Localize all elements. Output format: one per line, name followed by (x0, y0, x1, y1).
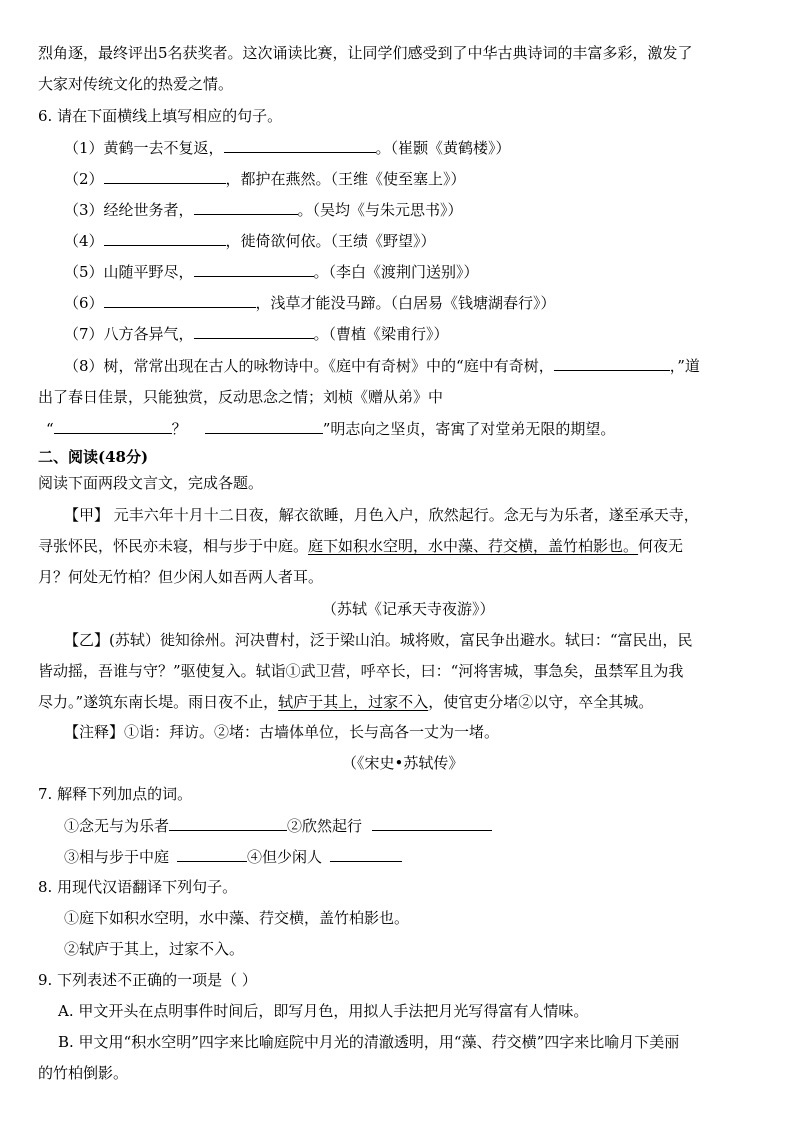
passage-a-line-1: 【甲】 元丰六年十月十二日夜，解衣欲睡，月色入户，欣然起行。念无与为乐者，遂至承天寺， (64, 506, 699, 524)
intro-line-2: 大家对传统文化的热爱之情。 (38, 75, 234, 93)
q6-item-8-line-3-suffix: ”明志向之坚贞，寄寓了对堂弟无限的期望。 (322, 420, 616, 438)
question-7-stem: 7. 解释下列加点的词。 (38, 785, 193, 803)
passage-b-text: ，使官吏分堵②以守，卒全其城。 (428, 693, 654, 711)
q6-item-6-suffix: ，浅草才能没马蹄。（白居易《钱塘湖春行》） (255, 294, 556, 312)
intro-line-1: 烈角逐，最终评出5名获奖者。这次诵读比赛，让同学们感受到了中华古典诗词的丰富多彩，激发了 (38, 44, 693, 62)
passage-a-line-3: 月？何处无竹柏？但少闲人如吾两人者耳。 (38, 568, 324, 586)
open-quote: “ (46, 420, 54, 438)
question-8-stem: 8. 用现代汉语翻译下列句子。 (38, 878, 238, 896)
answer-blank[interactable] (194, 323, 314, 339)
section-2-instruction: 阅读下面两段文言文，完成各题。 (38, 474, 264, 492)
answer-blank[interactable] (205, 418, 323, 434)
q6-item-6-prefix: （6） (64, 294, 104, 312)
q6-item-2 (64, 168, 466, 189)
q6-item-7-suffix: 。（曹植《梁甫行》） (313, 325, 449, 343)
passage-b-text: 尽力。”遂筑东南长堤。雨日夜不止， (38, 693, 279, 711)
q6-item-2-prefix: （2） (64, 170, 104, 188)
underlined-sentence: 庭下如积水空明，水中藻、荇交横，盖竹柏影也。 (308, 537, 639, 555)
q6-item-7-prefix: （7）八方各异气， (64, 325, 194, 343)
q6-item-5-suffix: 。（李白《渡荆门送别》） (313, 263, 479, 281)
q7-item-b: ②欣然起行 (287, 817, 363, 835)
q6-item-8-line-1 (64, 355, 700, 376)
q6-item-4-suffix: ，徙倚欲何依。（王绩《野望》） (225, 232, 436, 250)
question-9-stem: 9. 下列表述不正确的一项是（ ） (38, 971, 257, 989)
q9-option-b-line-1[interactable]: B. 甲文用“积水空明”四字来比喻庭院中月光的清澈透明，用“藻、荇交横”四字来比喻月下美丽 (58, 1033, 680, 1051)
passage-b-note: 【注释】①诣：拜访。②堵：古墙体单位，长与高各一丈为一堵。 (64, 723, 500, 741)
q7-item-d: ④但少闲人 (247, 848, 323, 866)
passage-b-line-2: 皆动摇，吾谁与守？”驱使复入。轼诣①武卫营，呼卒长，曰：“河将害城，事急矣，虽禁军且为我 (38, 662, 684, 680)
passage-a-source: （苏轼《记承天寺夜游》） (322, 600, 495, 618)
passage-a-text: 寻张怀民，怀民亦未寝，相与步于中庭。 (38, 537, 309, 555)
passage-a-text: 何夜无 (638, 537, 684, 555)
q6-item-3-suffix: 。（吴均《与朱元思书》） (297, 201, 463, 219)
q6-item-1-prefix: （1）黄鹤一去不复返， (64, 139, 224, 157)
q6-item-6 (64, 292, 556, 313)
passage-b-source: （《宋史•苏轼传》 (342, 754, 464, 772)
answer-blank[interactable] (104, 168, 226, 184)
passage-b-line-1: 【乙】(苏轼）徙知徐州。河决曹村，泛于梁山泊。城将败，富民争出避水。轼曰：“富民出，民 (64, 631, 693, 649)
q6-item-4-prefix: （4） (64, 232, 104, 250)
answer-blank[interactable] (194, 199, 298, 215)
answer-blank[interactable] (194, 261, 314, 277)
q9-option-b-line-2: 的竹柏倒影。 (38, 1064, 129, 1082)
q9-option-a[interactable]: A. 甲文开头在点明事件时间后，即写月色，用拟人手法把月光写得富有人情味。 (58, 1002, 589, 1020)
answer-blank[interactable] (224, 137, 376, 153)
q6-item-1-suffix: 。（崔颢《黄鹤楼》） (375, 139, 511, 157)
q6-item-8-prefix: （8）树，常常出现在古人的咏物诗中。《庭中有奇树》中的“庭中有奇树， (64, 357, 554, 375)
passage-a-line-2 (38, 536, 683, 556)
q6-item-4 (64, 230, 436, 251)
question-6-stem: 6. 请在下面横线上填写相应的句子。 (38, 107, 283, 125)
q7-item-c: ③相与步于中庭 (64, 848, 170, 866)
q6-item-7 (64, 323, 449, 344)
q6-item-8-suffix: ，”道 (669, 357, 700, 375)
answer-blank[interactable] (177, 846, 247, 862)
q8-item-b: ②轼庐于其上，过家不入。 (64, 940, 245, 958)
answer-blank[interactable] (104, 230, 226, 246)
answer-blank[interactable] (169, 815, 287, 831)
answer-blank[interactable] (554, 355, 670, 371)
q6-item-5-prefix: （5）山随平野尽， (64, 263, 194, 281)
section-2-heading: 二、阅读(48分) (38, 448, 149, 466)
q6-item-8-line-2: 出了春日佳景，只能独赏，反动思念之情；刘桢《赠从弟》中 (38, 388, 444, 406)
answer-blank[interactable] (54, 418, 172, 434)
q7-row-1 (64, 815, 492, 836)
q8-item-a: ①庭下如积水空明，水中藻、荇交横，盖竹柏影也。 (64, 909, 410, 927)
q6-item-1 (64, 137, 511, 158)
q6-item-3-prefix: （3）经纶世务者， (64, 201, 194, 219)
q6-item-2-suffix: ，都护在燕然。（王维《使至塞上》） (225, 170, 466, 188)
q7-row-2 (64, 846, 402, 867)
q6-item-3 (64, 199, 463, 220)
q6-item-8-line-3 (46, 418, 615, 439)
q7-item-a: ①念无与为乐者 (64, 817, 170, 835)
answer-blank[interactable] (372, 815, 492, 831)
question-mark: ？ (171, 420, 187, 438)
q6-item-5 (64, 261, 479, 282)
answer-blank[interactable] (104, 292, 256, 308)
underlined-sentence: 轼庐于其上，过家不入 (278, 693, 429, 711)
answer-blank[interactable] (330, 846, 402, 862)
passage-b-line-3 (38, 692, 653, 712)
